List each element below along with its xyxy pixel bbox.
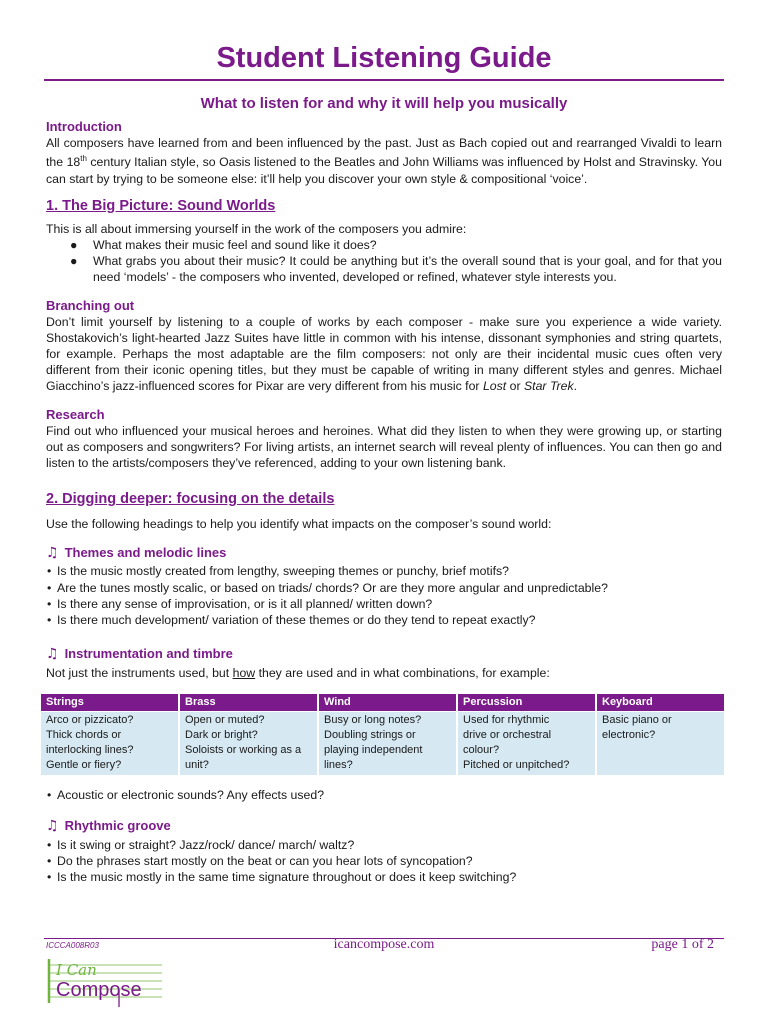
bullet-icon: • xyxy=(47,596,52,611)
table-cell-brass xyxy=(179,712,318,776)
bullet-text: Acoustic or electronic sounds? Any effects used? xyxy=(57,788,325,803)
list-item xyxy=(46,853,722,869)
cell-line: electronic? xyxy=(602,729,656,742)
themes-bullet-list xyxy=(46,563,722,628)
column-header-brass: Brass xyxy=(179,694,318,712)
cell-line: Open or muted? xyxy=(185,714,265,727)
document-code: ICCCA008R03 xyxy=(46,941,99,950)
intro-heading: Introduction xyxy=(46,119,122,134)
branching-italic-lost: Lost xyxy=(482,379,507,394)
bullet-icon: • xyxy=(47,869,52,884)
table-cell-keyboard xyxy=(596,712,725,776)
research-heading: Research xyxy=(46,406,105,422)
page-title: Student Listening Guide xyxy=(216,42,552,74)
cell-line: unit? xyxy=(185,759,209,772)
cell-line: Busy or long notes? xyxy=(324,714,422,727)
bullet-icon: • xyxy=(47,837,52,852)
section1-lead: This is all about immersing yourself in the work of the composers you admire: xyxy=(46,221,467,236)
table-header-row xyxy=(41,694,725,712)
cell-line: colour? xyxy=(463,744,500,757)
table-row xyxy=(41,712,725,776)
instrument-table xyxy=(41,694,726,775)
bullet-icon: • xyxy=(47,580,52,595)
intro-text-part1: All composers have learned from and been influenced by the past. Just as Bach copied out and rearranged Vivaldi to learn the 18 xyxy=(46,136,722,170)
rhythm-heading xyxy=(46,818,722,834)
list-item xyxy=(46,612,722,628)
bullet-icon: • xyxy=(47,853,52,868)
bullet-text: Is the music mostly created from lengthy, sweeping themes or punchy, brief motifs? xyxy=(57,564,509,579)
list-item xyxy=(46,563,722,579)
i-can-compose-logo xyxy=(46,955,164,1011)
column-header-percussion: Percussion xyxy=(457,694,596,712)
cell-line: interlocking lines? xyxy=(46,744,134,757)
cell-line: drive or orchestral xyxy=(463,729,552,742)
table-cell-strings xyxy=(41,712,179,776)
list-item xyxy=(46,253,722,285)
cell-line: Soloists or working as a xyxy=(185,744,302,757)
cell-line: Dark or bright? xyxy=(185,729,258,742)
bullet-icon: ● xyxy=(70,237,78,252)
list-item xyxy=(46,837,722,853)
logo-text-compose: Compose xyxy=(56,979,142,1001)
column-header-keyboard: Keyboard xyxy=(596,694,725,712)
section2-lead: Use the following headings to help you identify what impacts on the composer’s sound world: xyxy=(46,517,552,532)
cell-line: lines? xyxy=(324,759,353,772)
instrumentation-heading xyxy=(46,646,722,662)
table-cell-percussion xyxy=(457,712,596,776)
title-divider xyxy=(44,79,724,81)
footer-website: icancompose.com xyxy=(333,937,435,952)
cell-line: Arco or pizzicato? xyxy=(46,714,134,727)
bullet-text: Are the tunes mostly scalic, or based on triads/ chords? Or are they more angular and unpredictable? xyxy=(57,580,608,595)
bullet-text: Is the music mostly in the same time signature throughout or does it keep switching? xyxy=(57,869,517,884)
bullet-text: What grabs you about their music? It could be anything but it’s the overall sound that is your goal, and for that you need ‘models’ - the composers who invented, developed or refined, whatever style interests you. xyxy=(93,254,722,285)
branching-paragraph xyxy=(46,314,722,395)
intro-text-part2: century Italian style, so Oasis listened to the Beatles and John Williams was influenced by Holst and Stravinsky. You can start by trying to be someone else: it’ll help you discover your own style & compositional ‘voice’. xyxy=(46,155,722,186)
rhythm-bullet-list xyxy=(46,837,722,886)
cell-line: Gentle or fiery? xyxy=(46,759,122,772)
bullet-text: Is it swing or straight? Jazz/rock/ dance/ march/ waltz? xyxy=(57,837,355,852)
page-subtitle: What to listen for and why it will help you musically xyxy=(200,95,568,112)
cell-line: Pitched or unpitched? xyxy=(463,759,570,772)
instrumentation-heading-label: Instrumentation and timbre xyxy=(64,646,233,662)
instrumentation-lead-part1: Not just the instruments used, but xyxy=(46,666,233,681)
bullet-text: Do the phrases start mostly on the beat or can you hear lots of syncopation? xyxy=(57,853,473,868)
branching-italic-startrek: Star Trek xyxy=(523,379,574,394)
instrumentation-after-list xyxy=(46,787,722,803)
themes-heading-label: Themes and melodic lines xyxy=(64,545,227,561)
list-item xyxy=(46,869,722,885)
bullet-icon: ● xyxy=(70,254,78,269)
intro-superscript: th xyxy=(80,154,87,164)
logo-text-i-can: I Can xyxy=(56,961,97,979)
bullet-icon: • xyxy=(47,788,52,803)
instrumentation-lead-part2: they are used and in what combinations, for example: xyxy=(255,666,550,681)
music-note-icon: ♫ xyxy=(46,817,59,834)
list-item xyxy=(46,596,722,612)
music-note-icon: ♫ xyxy=(46,646,59,663)
rhythm-heading-label: Rhythmic groove xyxy=(64,817,171,833)
cell-line: Doubling strings or xyxy=(324,729,416,742)
branching-text-end: . xyxy=(573,379,578,394)
bullet-text: What makes their music feel and sound like it does? xyxy=(93,237,377,252)
themes-heading xyxy=(46,545,722,561)
section2-heading: 2. Digging deeper: focusing on the details xyxy=(46,491,335,508)
bullet-text: Is there much development/ variation of these themes or do they tend to repeat exactly? xyxy=(57,612,536,627)
music-note-icon: ♫ xyxy=(46,545,59,562)
section1-heading: 1. The Big Picture: Sound Worlds xyxy=(46,197,276,214)
column-header-strings: Strings xyxy=(41,694,179,712)
cell-line: Thick chords or xyxy=(46,729,122,742)
branching-heading: Branching out xyxy=(46,297,135,313)
list-item xyxy=(46,580,722,596)
list-item xyxy=(46,237,722,253)
table-cell-wind xyxy=(318,712,457,776)
instrumentation-lead xyxy=(46,665,722,681)
bullet-text: Is there any sense of improvisation, or is it all planned/ written down? xyxy=(57,596,433,611)
cell-line: Basic piano or xyxy=(602,714,672,727)
bullet-icon: • xyxy=(47,564,52,579)
column-header-wind: Wind xyxy=(318,694,457,712)
branching-text-part1: Don’t limit yourself by listening to a couple of works by each composer - make sure you experience a wide variety. Shostakovich’s light-hearted Jazz Suites have little in common with his intense, dissonant symphonies and string quartets, for example. Perhaps the most adaptable are the film composers: not only are their incidental music cues often very different from their iconic opening titles, but they must be capable of writing in many different styles and genres. Michael Giacchino’s jazz-influenced scores for Pixar are very different from his music for xyxy=(46,314,722,394)
branching-text-mid: or xyxy=(506,379,524,394)
list-item xyxy=(46,787,722,803)
instrumentation-lead-underline: how xyxy=(232,666,256,681)
research-paragraph: Find out who influenced your musical heroes and heroines. What did they listen to when they were growing up, or starting out as composers and songwriters? For living artists, an internet search will reveal plenty of influences. You can then go and listen to the artists/composers they’ve referenced, adding to your own listening bank. xyxy=(46,423,722,470)
intro-paragraph xyxy=(46,135,722,187)
section1-bullet-list xyxy=(46,237,722,286)
cell-line: playing independent xyxy=(324,744,423,757)
page-number: page 1 of 2 xyxy=(651,937,714,952)
bullet-icon: • xyxy=(47,612,52,627)
main-content xyxy=(46,119,722,885)
cell-line: Used for rhythmic xyxy=(463,714,550,727)
